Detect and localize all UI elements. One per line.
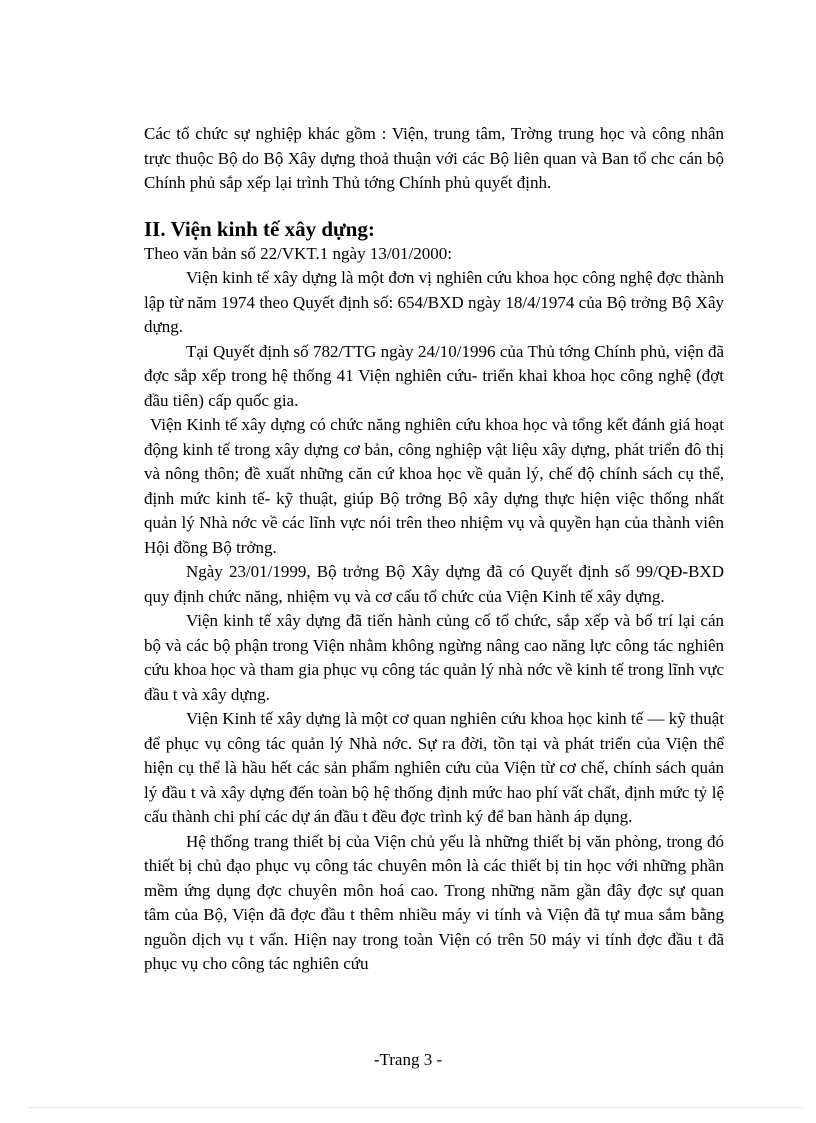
page-number-footer: -Trang 3 -	[373, 1050, 443, 1069]
body-paragraph: Viện kinh tế xây dựng là một đơn vị nghiên cứu khoa học công nghệ đợc thành lập từ năm 1974 theo Quyết định số: 654/BXD ngày 18/4/1974 của Bộ trởng Bộ Xây dựng.	[144, 268, 724, 336]
document-body	[144, 122, 724, 977]
body-paragraph: Hệ thống trang thiết bị của Viện chủ yếu là những thiết bị văn phòng, trong đó thiết bị chủ đạo phục vụ công tác chuyên môn là các thiết bị tin học với những phần mềm ứng dụng đợc chuyên môn hoá cao. Trong những năm gần đây đợc sự quan tâm của Bộ, Viện đã đợc đầu t thêm nhiều máy vi tính và Viện đã tự mua sắm bằng nguồn dịch vụ t vấn. Hiện nay trong toàn Viện có trên 50 máy vi tính đợc đầu t đã phục vụ cho công tác nghiên cứu	[144, 831, 724, 973]
reference-line: Theo văn bản số 22/VKT.1 ngày 13/01/2000:	[144, 243, 453, 263]
body-paragraph: Viện Kinh tế xây dựng là một cơ quan nghiên cứu khoa học kinh tế — kỹ thuật để phục vụ công tác quản lý Nhà nớc. Sự ra đời, tồn tại và phát triển của Viện thể hiện cụ thể là hầu hết các sản phẩm nghiên cứu của Viện từ cơ chế, chính sách quản lý đầu t và xây dựng đến toàn bộ hệ thống định mức hao phí vất chất, định mức tỷ lệ cấu thành chi phí các dự án đầu t đều đợc trình ký để ban hành áp dụng.	[144, 709, 724, 826]
intro-paragraph: Các tổ chức sự nghiệp khác gồm : Viện, trung tâm, Trờng trung học và công nhân trực thuộc Bộ do Bộ Xây dựng thoả thuận với các Bộ liên quan và Ban tổ chc cán bộ Chính phủ sắp xếp lại trình Thủ tớng Chính phủ quyết định.	[144, 124, 724, 192]
body-paragraph: Viện kinh tế xây dựng đã tiến hành củng cố tổ chức, sắp xếp và bố trí lại cán bộ và các bộ phận trong Viện nhằm không ngừng nâng cao năng lực công tác nghiên cứu khoa học và tham gia phục vụ công tác quản lý nhà nớc về kinh tế trong lĩnh vực đầu t và xây dựng.	[144, 611, 724, 704]
body-paragraph: Viện Kinh tế xây dựng có chức năng nghiên cứu khoa học và tổng kết đánh giá hoạt động kinh tế trong xây dựng cơ bản, công nghiệp vật liệu xây dựng, phát triển đô thị và nông thôn; đề xuất những căn cứ khoa học về quản lý, chế độ chính sách cụ thể, định mức kinh tế- kỹ thuật, giúp Bộ trởng Bộ xây dựng thực hiện việc thống nhất quản lý Nhà nớc về các lĩnh vực nói trên theo nhiệm vụ và quyền hạn của thành viên Hội đồng Bộ trởng.	[144, 415, 724, 557]
page-bottom-divider	[28, 1107, 802, 1108]
body-paragraph: Ngày 23/01/1999, Bộ trởng Bộ Xây dựng đã có Quyết định số 99/QĐ-BXD quy định chức năng, nhiệm vụ và cơ cấu tổ chức của Viện Kinh tế xây dựng.	[144, 562, 724, 606]
section-heading: II. Viện kinh tế xây dựng:	[144, 216, 375, 241]
body-paragraph: Tại Quyết định số 782/TTG ngày 24/10/1996 của Thủ tớng Chính phủ, viện đã đợc sắp xếp trong hệ thống 41 Viện nghiên cứu- triển khai khoa học công nghệ (đợt đầu tiên) cấp quốc gia.	[144, 341, 724, 410]
